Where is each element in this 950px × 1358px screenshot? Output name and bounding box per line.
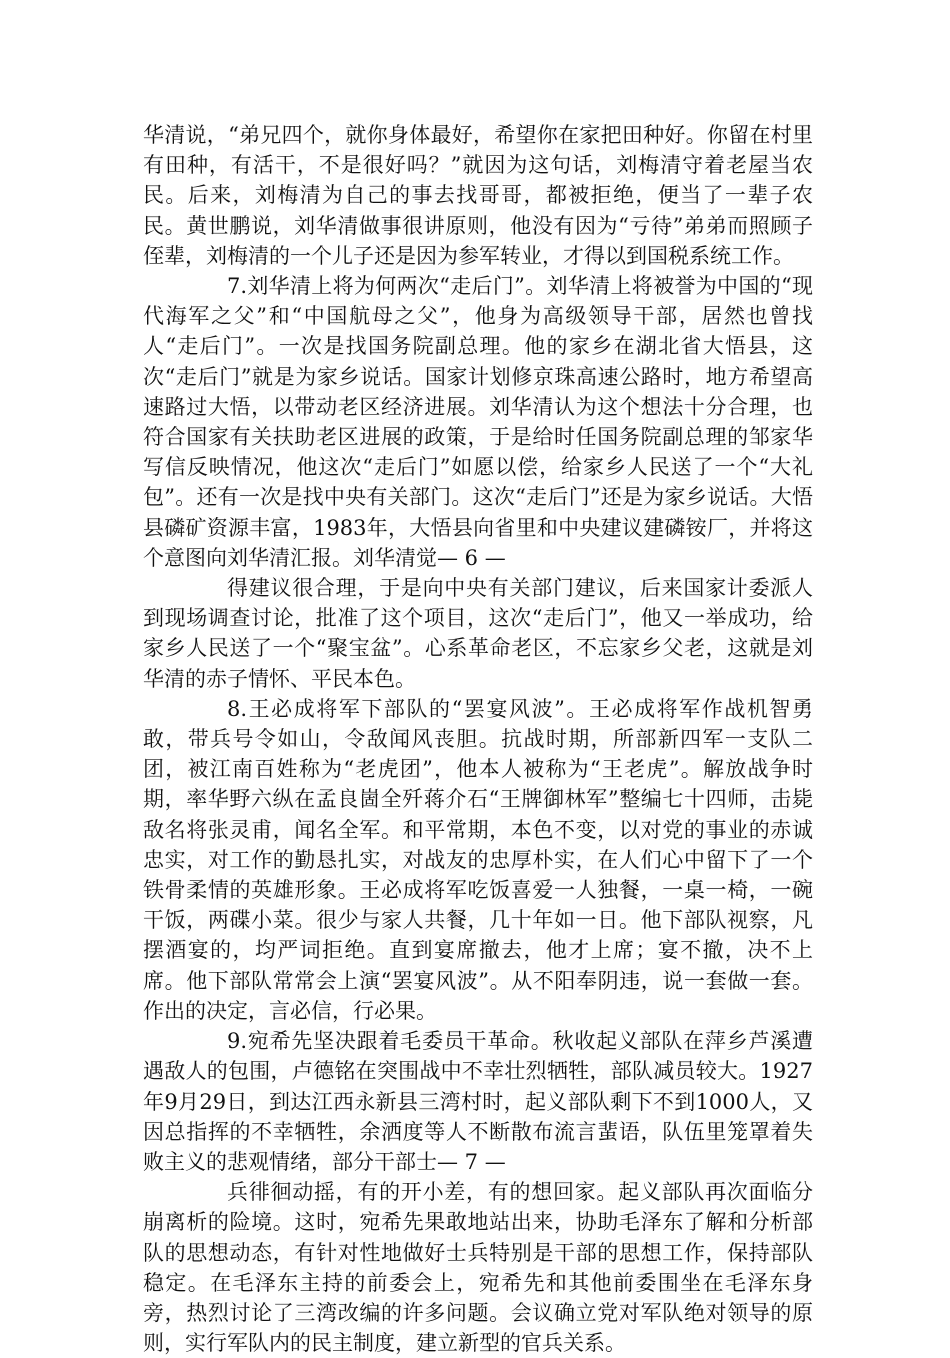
paragraph-1: 华清说，“弟兄四个，就你身体最好，希望你在家把田种好。你留在村里有田种，有活干，不是很好吗？”就因为这句话，刘梅清守着老屋当农民。后来，刘梅清为自己的事去找哥哥，都被拒绝，便当了一辈子农民。黄世鹏说，刘华清做事很讲原则，他没有因为“亏待”弟弟而照顾子侄辈，刘梅清的一个儿子还是因为参军转业，才得以到国税系统工作。 (143, 123, 813, 268)
paragraph-3: 得建议很合理，于是向中央有关部门建议，后来国家计委派人到现场调查讨论，批准了这个项目，这次“走后门”，他又一举成功，给家乡人民送了一个“聚宝盆”。心系革命老区，不忘家乡父老，这就是刘华清的赤子情怀、平民本色。 (143, 576, 813, 691)
document-page (143, 120, 813, 1358)
paragraph-6: 兵徘徊动摇，有的开小差，有的想回家。起义部队再次面临分崩离析的险境。这时，宛希先果敢地站出来，协助毛泽东了解和分析部队的思想动态，有针对性地做好士兵特别是干部的思想工作，保持部队稳定。在毛泽东主持的前委会上，宛希先和其他前委围坐在毛泽东身旁，热烈讨论了三湾改编的许多问题。会议确立党对军队绝对领导的原则，实行军队内的民主制度，建立新型的官兵关系。 (143, 1180, 813, 1356)
paragraph-5: 9.宛希先坚决跟着毛委员干革命。秋收起义部队在萍乡芦溪遭遇敌人的包围，卢德铭在突围战中不幸壮烈牺牲，部队减员较大。1927年9月29日，到达江西永新县三湾村时，起义部队剩下不到1000人，又因总指挥的不幸牺牲，余洒度等人不断散布流言蜚语，队伍里笼罩着失败主义的悲观情绪，部分干部士— 7 — (143, 1029, 813, 1174)
paragraph-2: 7.刘华清上将为何两次“走后门”。刘华清上将被誉为中国的“现代海军之父”和“中国航母之父”，他身为高级领导干部，居然也曾找人“走后门”。一次是找国务院副总理。他的家乡在湖北省大悟县，这次“走后门”就是为家乡说话。国家计划修京珠高速公路时，地方希望高速路过大悟，以带动老区经济进展。刘华清认为这个想法十分合理，也符合国家有关扶助老区进展的政策，于是给时任国务院副总理的邹家华写信反映情况，他这次“走后门”如愿以偿，给家乡人民送了一个“大礼包”。还有一次是找中央有关部门。这次“走后门”还是为家乡说话。大悟县磷矿资源丰富，1983年，大悟县向省里和中央建议建磷铵厂，并将这个意图向刘华清汇报。刘华清觉— 6 — (143, 274, 813, 570)
paragraph-4: 8.王必成将军下部队的“罢宴风波”。王必成将军作战机智勇敢，带兵号令如山，令敌闻风丧胆。抗战时期，所部新四军一支队二团，被江南百姓称为“老虎团”，他本人被称为“王老虎”。解放战争时期，率华野六纵在孟良崮全歼蒋介石“王牌御林军”整编七十四师，击毙敌名将张灵甫，闻名全军。和平常期，本色不变，以对党的事业的赤诚忠实，对工作的勤恳扎实，对战友的忠厚朴实，在人们心中留下了一个铁骨柔情的英雄形象。王必成将军吃饭喜爱一人独餐，一桌一椅，一碗干饭，两碟小菜。很少与家人共餐，几十年如一日。他下部队视察，凡摆酒宴的，均严词拒绝。直到宴席撤去，他才上席；宴不撤，决不上席。他下部队常常会上演“罢宴风波”。从不阳奉阴违，说一套做一套。作出的决定，言必信，行必果。 (143, 696, 813, 1023)
